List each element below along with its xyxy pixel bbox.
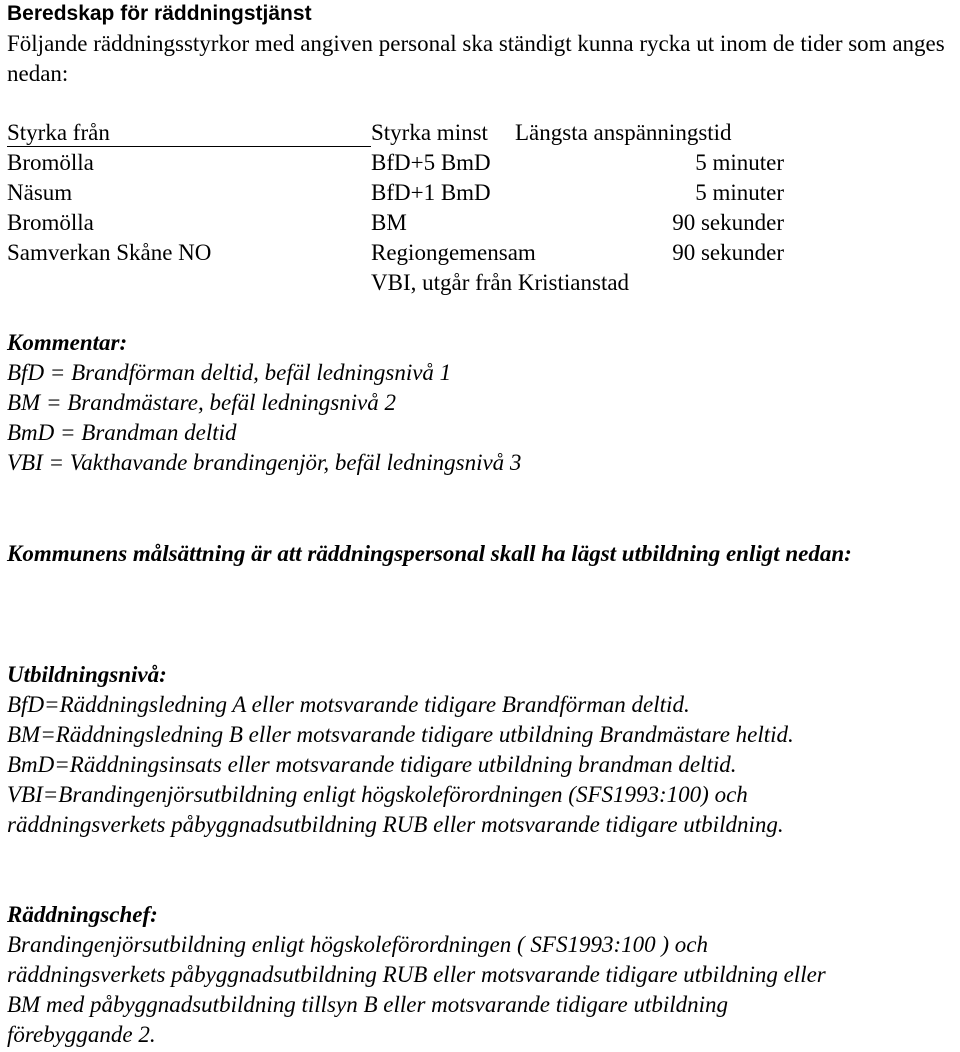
cell-time: 90 sekunder — [672, 210, 784, 235]
comment-line: BM = Brandmästare, befäl ledningsnivå 2 — [7, 390, 397, 415]
comment-line: BfD = Brandförman deltid, befäl ledningsnivå 1 — [7, 360, 452, 385]
cell-time: 90 sekunder — [672, 240, 784, 265]
table-row — [7, 208, 953, 238]
cell-time: 5 minuter — [695, 180, 784, 205]
page-title: Beredskap för räddningstjänst — [7, 2, 312, 25]
chief-line: räddningsverkets påbyggnadsutbildning RUB eller motsvarande tidigare utbildning eller — [7, 962, 826, 987]
table-row — [7, 178, 953, 208]
header-anspanningstid: Längsta anspänningstid — [515, 120, 732, 145]
header-styrka-fran: Styrka från — [7, 120, 110, 145]
readiness-table — [7, 118, 953, 298]
education-line: BmD=Räddningsinsats eller motsvarande tidigare utbildning brandman deltid. — [7, 752, 737, 777]
comment-heading: Kommentar: — [7, 330, 128, 355]
cell-min: Regiongemensam — [371, 240, 536, 265]
cell-min: BM — [371, 210, 407, 235]
cell-from: Bromölla — [7, 210, 94, 235]
chief-line: förebyggande 2. — [7, 1022, 156, 1047]
table-header-row — [7, 118, 953, 148]
comment-line: VBI = Vakthavande brandingenjör, befäl ledningsnivå 3 — [7, 450, 522, 475]
header-underline — [7, 146, 371, 147]
education-line: BfD=Räddningsledning A eller motsvarande tidigare Brandförman deltid. — [7, 692, 690, 717]
goal-statement: Kommunens målsättning är att räddningspersonal skall ha lägst utbildning enligt nedan: — [7, 541, 852, 566]
chief-section — [7, 900, 953, 1050]
education-section — [7, 660, 953, 840]
intro-paragraph: Följande räddningsstyrkor med angiven personal ska ständigt kunna rycka ut inom de tider som anges nedan: — [7, 31, 945, 86]
cell-from: Näsum — [7, 180, 73, 205]
education-line: räddningsverkets påbyggnadsutbildning RUB eller motsvarande tidigare utbildning. — [7, 812, 784, 837]
table-row — [7, 268, 953, 298]
comment-line: BmD = Brandman deltid — [7, 420, 237, 445]
education-line: VBI=Brandingenjörsutbildning enligt högskoleförordningen (SFS1993:100) och — [7, 782, 748, 807]
comment-section — [7, 328, 953, 478]
education-line: BM=Räddningsledning B eller motsvarande tidigare utbildning Brandmästare heltid. — [7, 722, 794, 747]
chief-heading: Räddningschef: — [7, 902, 158, 927]
chief-line: BM med påbyggnadsutbildning tillsyn B eller motsvarande tidigare utbildning — [7, 992, 729, 1017]
cell-time: 5 minuter — [695, 150, 784, 175]
cell-min: BfD+5 BmD — [371, 150, 491, 175]
cell-min: BfD+1 BmD — [371, 180, 491, 205]
cell-from: Bromölla — [7, 150, 94, 175]
table-row — [7, 148, 953, 178]
chief-line: Brandingenjörsutbildning enligt högskoleförordningen ( SFS1993:100 ) och — [7, 932, 709, 957]
header-styrka-minst: Styrka minst — [371, 120, 488, 145]
table-row — [7, 238, 953, 268]
cell-min: VBI, utgår från Kristianstad — [371, 270, 630, 295]
education-heading: Utbildningsnivå: — [7, 662, 167, 687]
cell-from: Samverkan Skåne NO — [7, 240, 212, 265]
